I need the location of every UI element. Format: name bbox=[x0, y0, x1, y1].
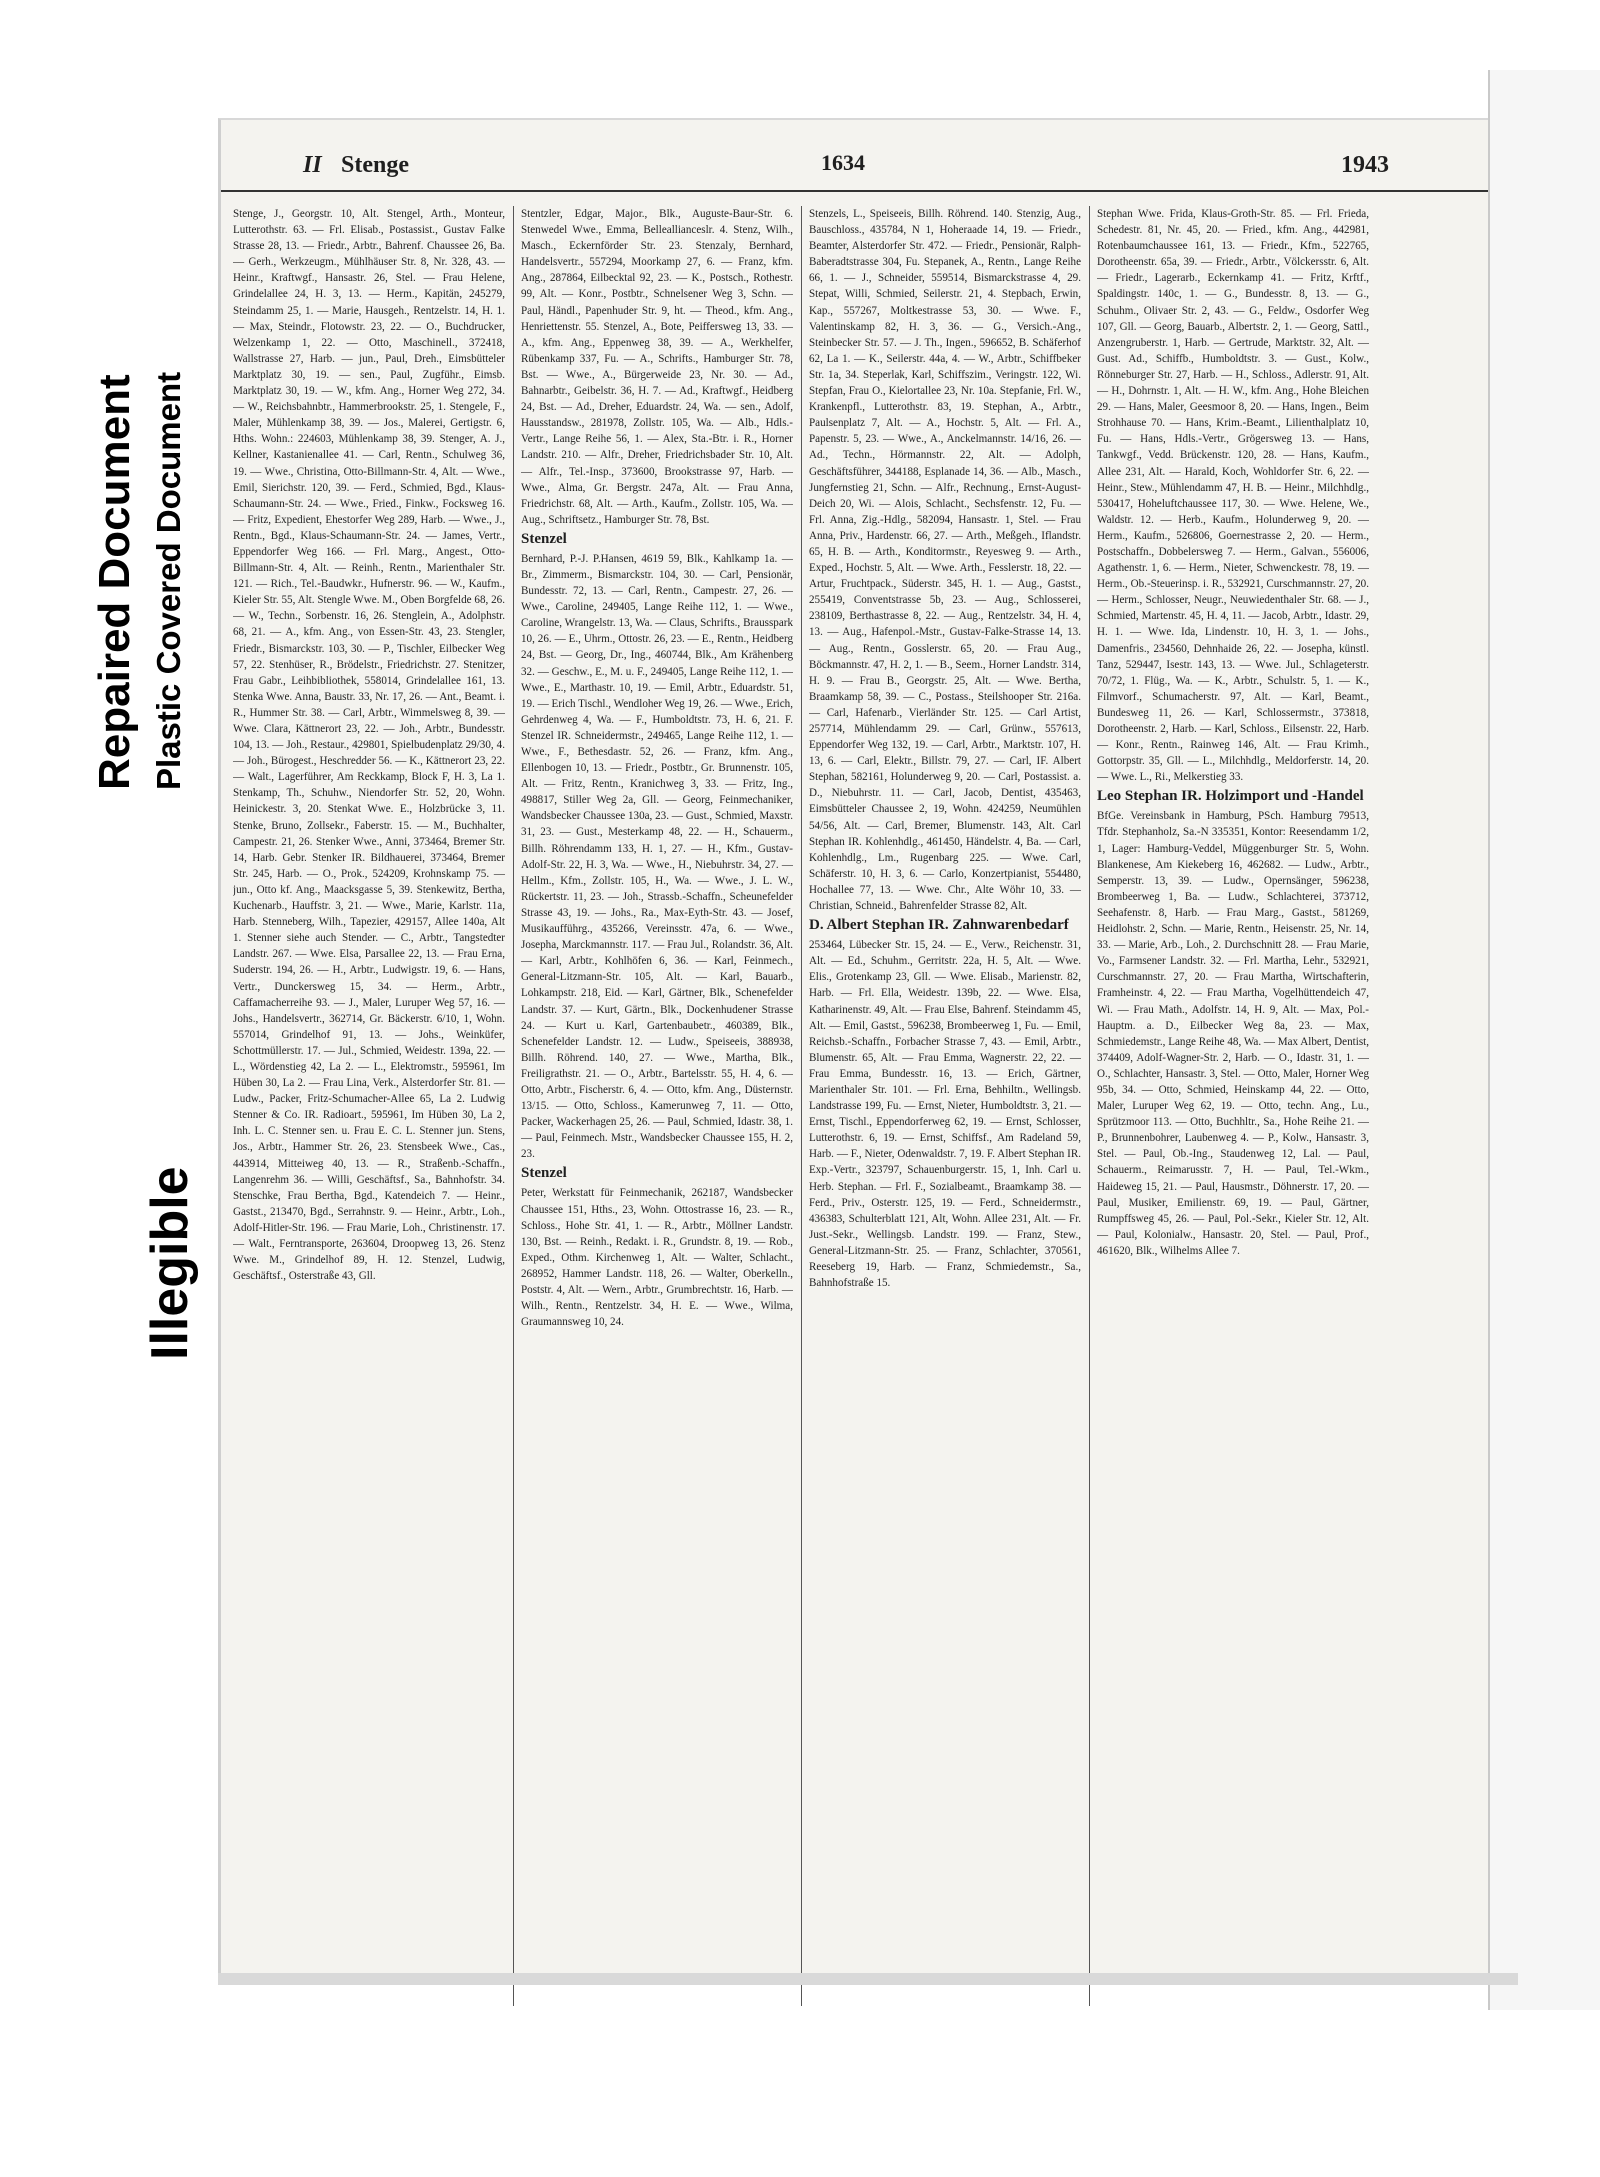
display-entry: Leo Stephan IR. Holzimport und -Handel bbox=[1097, 788, 1364, 805]
catchword: Stenge bbox=[341, 152, 409, 178]
column-1 bbox=[233, 206, 505, 2026]
entry-text: Bernhard, P.-J. P.Hansen, 4619 59, Blk., Kahlkamp 1a. — Br., Zimmerm., Bismarckstr. 104, 30. — Carl, Pensionär, Bundesstr. 72, 13. — Carl, Rentn., Campestr. 27, 26. — Wwe., Caroline, 249405, Lange Reihe 112, 1. — Wwe., Caroline, Wrangelstr. 13, Wa. — Claus, Schrifts., Brausspark 10, 26. — E., Uhrm., Ottostr. 26, 23. — E., Rentn., Heidberg 24, Bst. — Georg, Dr., Ing., 460744, Blk., Am Krähenberg 32. — Geschw., E., M. u. F., 249405, Lange Reihe 112, 1. — Wwe., E., Marthastr. 10, 19. — Emil, Arbtr., Eduardstr. 51, 19. — Erich Tischl., Wendloher Weg 19, 26. — Wwe., Erich, Gehrdenweg 4, Wa. — F., Humboldtstr. 73, H. 6, 21. F. Stenzel IR. Schneidermstr., 249465, Lange Reihe 112, 1. — Wwe., F., Bethesdastr. 52, 26. — Franz, kfm. Ang., Ellenbogen 10, 13. — Friedr., Postbtr., Gr. Brunnenstr. 105, Alt. — Fritz, Rentn., Kranichweg 3, 33. — Fritz, Ing., 498817, Stiller Weg 2a, Gll. — Georg, Feinmechaniker, Wandsbecker Chaussee 130a, 23. — Gust., Schmied, Maxstr. 31, 23. — Gust., Mesterkamp 48, 22. — H., Schauerm., Billh. Röhrendamm 133, H. 1, 27. — H., Kfm., Gustav-Adolf-Str. 22, H. 3, Wa. — Wwe., H., Niebuhrstr. 34, 27. — Hellm., Kfm., Zollstr. 105, H., Wa. — Wwe., J. L. W., Rückertstr. 11, 23. — Joh., Strassb.-Schaffn., Scheunefelder Strasse 43, 19. — Johs., Ra., Max-Eyth-Str. 43. — Josef, Musikaufführg., 435266, Vereinsstr. 47a, 6. — Wwe., Josepha, Marckmannstr. 117. — Frau Jul., Rolandstr. 36, Alt. — Karl, Arbtr., Kohlhöfen 6, 36. — Karl, Feinmech., General-Litzmann-Str. 105, Alt. — Karl, Bauarb., Lohkampstr. 218, Eid. — Karl, Gärtner, Blk., Schenefelder Landstr. 37. — Kurt, Gärtn., Blk., Dockenhudener Strasse 24. — Kurt u. Karl, Gartenbaubetr., 460389, Blk., Schenefelder Landstr. 12. — Ludw., Speiseeis, 388938, Billh. Röhrend. 140, 27. — Wwe., Martha, Blk., Freiligrathstr. 21. — O., Arbtr., Bartelsstr. 55, H. 4, 6. — Otto, Arbtr., Fischerstr. 6, 4. — Otto, kfm. Ang., Düsternstr. 13/15. — Otto, Schloss., Kamerunweg 7, 11. — Otto, Packer, Wackerhagen 25, 26. — Paul, Schmied, Idastr. 38, 1. — Paul, Feinmech. Mstr., Wandsbecker Chaussee 155, H. 2, 23. bbox=[521, 552, 793, 1161]
repaired-document-label: Repaired Document bbox=[90, 374, 139, 790]
column-divider bbox=[513, 206, 514, 2006]
column-4 bbox=[1097, 206, 1369, 2026]
entry-text: BfGe. Vereinsbank in Hamburg, PSch. Hamburg 79513, Tfdr. Stephanholz, Sa.-N 335351, Kontor: Reesendamm 1/2, 1, Lager: Hamburg-Veddel, Müggenburger Str. 5, Wohn. Blankenese, Am Kiekeberg 16, 462682. — Ludw., Arbtr., Semperstr. 13, 39. — Ludw., Opernsänger, 596238, Brombeerweg 1, Ba. — Ludw., Schlachterei, 373712, Seehafenstr. 8, Harb. — Frau Marg., Gastst., 581269, Heidlohstr. 2, Schn. — Marie, Rentn., Heisenstr. 25, Nr. 14, 33. — Marie, Arb., Loh., 2. Durchschnitt 28. — Frau Marie, Vo., Farmsener Landstr. 32. — Frl. Martha, Lehr., 532921, Curschmannstr. 27, 20. — Frau Martha, Wirtschafterin, Framheinstr. 4, 22. — Frau Martha, Vogelhüttendeich 47, Wi. — Frau Math., Adolfstr. 14, H. 9, Alt. — Max, Pol.-Hauptm. a. D., Eilbecker Weg 8a, 23. — Max, Schmiedemstr., Lange Reihe 48, Wa. — Max Albert, Dentist, 374409, Adolf-Wagner-Str. 2, Harb. — O., Idastr. 31, 1. — O., Schlachter, Hansastr. 3, Stel. — Otto, Maler, Horner Weg 95b, 34. — Otto, Schmied, Heinskamp 44, 22. — Otto, Maler, Luruper Weg 62, 19. — Otto, techn. Ang., Lu., Sprützmoor 113. — Otto, Buchhltr., Sa., Hohe Reihe 21. — P., Brunnenbohrer, Laubenweg 4. — P., Kolw., Hansastr. 3, Stel. — Paul, Ob.-Ing., Staudenweg 12, Lal. — Paul, Schauerm., Reimarusstr. 7, H. — Paul, Tel.-Wkm., Haideweg 15, 21. — Paul, Hausmstr., Döhnerstr. 17, 20. — Paul, Musiker, Emilienstr. 69, 19. — Paul, Gärtner, Rumpffsweg 45, 26. — Paul, Pol.-Sekr., Kieler Str. 12, Alt. — Paul, Kolonialw., Hansastr. 20, Stel. — Paul, Prof., 461620, Blk., Wilhelms Allee 7. bbox=[1097, 810, 1369, 1257]
adjacent-page-edge bbox=[1488, 70, 1600, 2010]
page-number: 1634 bbox=[821, 150, 865, 175]
illegible-label: Illegible bbox=[141, 1166, 199, 1360]
display-entry: Stenzel bbox=[521, 1165, 567, 1182]
section-number: II bbox=[303, 152, 322, 178]
entry-text: Stentzler, Edgar, Major., Blk., Auguste-Baur-Str. 6. Stenwedel Wwe., Emma, Belleallianceslr. 4. Stenz, Wilh., Masch., Eckernförder Str. 23. Stenzaly, Bernhard, Handelsvertr., 557294, Moorkamp 27, 6. — Franz, kfm. Ang., 287864, Eilbecktal 92, 23. — K., Postsch., Rothestr. 99, Alt. — Konr., Postbtr., Schnelsener Weg 3, Schn. — Paul, Händl., Papenhuder Str. 9, ht. — Theod., kfm. Ang., Henriettenstr. 55. Stenzel, A., Bote, Peiffersweg 13, 33. — A., kfm. Ang., Eppenweg 38, 39. — A., Werkhelfer, Rübenkamp 337, Fu. — A., Schrifts., Hamburger Str. 78, Bst. — Wwe., A., Bürgerweide 23, Nr. 30. — Ad., Bahnarbtr., Geibelstr. 36, H. 7. — Ad., Kraftwgf., Heidberg 24, Bst. — Ad., Dreher, Eduardstr. 24, Wa. — sen., Adolf, Hausstandsw., 281978, Zollstr. 105, Wa. — Alb., Hdls.-Vertr., Lange Reihe 56, 1. — Alex, Sta.-Btr. i. R., Horner Landstr. 210. — Alfr., Dreher, Friedrichsbader Str. 10, Alt. — Alfr., Tel.-Insp., 373600, Brookstrasse 97, Harb. — Wwe., Alma, Gr. Bergstr. 247a, Alt. — Frau Anna, Friedrichstr. 68, Alt. — Arth., Kaufm., Zollstr. 105, Wa. — Aug., Schriftsetz., Hamburger Str. 78, Bst. bbox=[521, 208, 793, 526]
entry-text: 253464, Lübecker Str. 15, 24. — E., Verw., Reichenstr. 31, Alt. — Ed., Schuhm., Gerritstr. 22a, H. 5, Alt. — Wwe. Elis., Grotenkamp 23, Gll. — Wwe. Elisab., Marienstr. 82, Harb. — Frl. Ella, Weidestr. 139b, 22. — Wwe. Elsa, Katharinenstr. 49, Alt. — Frau Else, Bahrenf. Steindamm 45, Alt. — Emil, Gastst., 596238, Brombeerweg 1, Fu. — Emil, Reichsb.-Schaffn., Forbacher Strasse 7, 43. — Emil, Arbtr., Blumenstr. 65, Alt. — Frau Emma, Wagnerstr. 22, 22. — Frau Emma, Bundesstr. 16, 13. — Erich, Gärtner, Marienthaler Str. 101. — Frl. Erna, Behhiltn., Wellingsb. Landstrasse 199, Fu. — Ernst, Nieter, Humboldtstr. 3, 21. — Ernst, Tischl., Eppendorferweg 62, 19. — Ernst, Schlosser, Lutterothstr. 6, 19. — Ernst, Schiffsf., Am Radeland 59, Harb. — F., Nieter, Odenwaldstr. 7, 19. F. Albert Stephan IR. Exp.-Vertr., 323797, Schauenburgerstr. 15, 1, Inh. Carl u. Herb. Stephan. — Frl. F., Sozialbeamt., Braamkamp 38. — Ferd., Priv., Osterstr. 125, 19. — Ferd., Schneidermstr., 436383, Schulterblatt 121, Alt, Wohn. Allee 231, Alt. — Fr. Just.-Sekr., Wellingsb. Landstr. 199. — Franz, Stew., General-Litzmann-Str. 25. — Franz, Schlachter, 370561, Reeseberg 19, Harb. — Franz, Schmiedemstr., Sa., Bahnhofstraße 15. bbox=[809, 939, 1081, 1290]
column-3 bbox=[809, 206, 1081, 2026]
directory-page bbox=[218, 118, 1513, 1975]
display-entry: Stenzel bbox=[521, 530, 567, 547]
display-entry: D. Albert Stephan IR. Zahnwarenbedarf bbox=[809, 917, 1069, 934]
plastic-covered-label: Plastic Covered Document bbox=[150, 371, 187, 790]
entry-text: Stenge, J., Georgstr. 10, Alt. Stengel, Arth., Monteur, Lutterothstr. 63. — Frl. Elisab., Postassist., Gustav Falke Strasse 28, 13. — Friedr., Arbtr., Bahrenf. Chaussee 26, Ba. — Gerh., Werkzeugm., Mühlhäuser Str. 8, Nr. 328, 43. — Heinr., Kraftwgf., Hansastr. 26, Stel. — Frau Helene, Grindelallee 24, H. 3, 13. — Herm., Kapitän, 245279, Steindamm 25, 1. — Marie, Hausgeh., Rentzelstr. 14, H. 1. — Max, Steindr., Flotowstr. 23, 22. — O., Buchdrucker, Welzenkamp 1, 22. — Otto, Maschinell., 372418, Wallstrasse 27, Harb. — jun., Paul, Dreh., Eimsbütteler Marktplatz 30, 19. — sen., Paul, Zugführ., Eimsb. Marktplatz 30, 19. — W., kfm. Ang., Horner Weg 272, 34. — W., Reichsbahnbtr., Hammerbrookstr. 25, 1. Stengele, F., Maler, Mühlenkamp 38, 39. — Jos., Malerei, Gertigstr. 6, Hths. Wohn.: 224603, Mühlenkamp 38, 39. Stenger, A. J., Kellner, Kastanienallee 41. — Carl, Rentn., Schulweg 36, 19. — Wwe., Christina, Otto-Billmann-Str. 4, Alt. — Wwe., Emil, Sierichstr. 120, 39. — Ferd., Schmied, Bgd., Klaus-Schaumann-Str. 24. — Wwe., Fried., Finkw., Focksweg 16. — Fritz, Expedient, Ehestorfer Weg 289, Harb. — Wwe., J., Rentn., Bgd., Klaus-Schaumann-Str. 24. — James, Vertr., Eppendorfer Weg 166. — Frl. Marg., Angest., Otto-Billmann-Str. 4, Alt. — Reinh., Rentn., Marienthaler Str. 121. — Rich., Tel.-Baudwkr., Hufnerstr. 96. — W., Kaufm., Kieler Str. 55, Alt. Stengle Wwe. M., Oben Borgfelde 68, 26. — W., Techn., Sorbenstr. 16, 26. Stenglein, A., Adolphstr. 68, 21. — A., kfm. Ang., von Essen-Str. 43, 23. Stengler, Friedr., Bismarckstr. 103, 30. — P., Tischler, Eilbecker Weg 57, 22. Stenhüser, R., Brödelstr., Friedrichstr. 27. Stenitzer, Frau Gabr., Leihbibliothek, 558014, Grindelallee 161, 13. Stenka Wwe. Anna, Baustr. 33, Nr. 17, 26. — Ant., Beamt. i. R., Hummer Str. 38. — Carl, Arbtr., Wimmelsweg 8, 39. — Wwe. Clara, Kättnerort 23, 22. — Joh., Arbtr., Bundesstr. 104, 13. — Joh., Restaur., 429801, Spielbudenplatz 29/30, 4. — Joh., Bürogest., Heschredder 56. — K., Kättnerort 23, 22. — Walt., Lagerführer, Am Reckkamp, Block F, H. 3, La 1. Stenkamp, Th., Schuhw., Niendorfer Str. 52, 20, Wohn. Heinickestr. 3, 20. Stenkat Wwe. E., Holzbrücke 3, 11. Stenke, Bruno, Zollsekr., Faberstr. 15. — M., Buchhalter, Campestr. 21, 26. Stenker Wwe., Anni, 373464, Bremer Str. 14, Harb. Gebr. Stenker IR. Bildhauerei, 373464, Bremer Str. 245, Harb. — O., Prok., 524209, Krohnskamp 75. — jun., Otto kf. Ang., Maacksgasse 5, 39. Stenkewitz, Bertha, Kuchenarb., Hauffstr. 3, 21. — Wwe., Marie, Karlstr. 11a, Harb. Stenneberg, Wilh., Tapezier, 429157, Allee 140a, Alt 1. Stenner siehe auch Stender. — C., Arbtr., Tangstedter Landstr. 267. — Wwe. Elsa, Parsallee 22, 13. — Frau Erna, Suderstr. 194, 26. — H., Arbtr., Ludwigstr. 19, 6. — Hans, Vertr., Dunckersweg 15, 34. — Herm., Arbtr., Caffamacherreihe 93. — J., Maler, Luruper Weg 57, 16. — Johs., Handelsvertr., 362714, Gr. Bäckerstr. 6/10, 1, Wohn. 557014, Grindelhof 91, 13. — Johs., Weinküfer, Schottmüllerstr. 17. — Jul., Schmied, Weidestr. 139a, 22. — L., Wördenstieg 42, La 2. — L., Elektromstr., 595961, Im Hüben 30, La 2. — Frau Lina, Verk., Alsterdorfer Str. 81. — Ludw., Packer, Fritz-Schumacher-Allee 65, La 2. Ludwig Stenner & Co. IR. Radioart., 595961, Im Hüben 30, La 2, Inh. L. C. Stenner sen. u. Frau E. C. L. Stenner jun. Stens, Jos., Arbtr., Hammer Str. 26, 23. Stensbeek Wwe., Cas., 443914, Mitteiweg 40, 13. — R., Straßenb.-Schaffn., Langenrehm 36. — Willi, Geschäftsf., Sa., Bahnhofstr. 34. Stenschke, Frau Bertha, Bgd., Katendeich 7. — Heinr., Gastst., 213470, Bgd., Serrahnstr. 9. — Heinr., Arbtr., Loh., Adolf-Hitler-Str. 196. — Frau Marie, Loh., Christinenstr. 17. — Walt., Ferntransporte, 263604, Droopweg 13, 26. Stenz Wwe. M., Grindelhof 89, H. 12. Stenzel, Ludwig, Geschäftsf., Osterstraße 43, Gll. bbox=[233, 208, 505, 1283]
entry-text: Stephan Wwe. Frida, Klaus-Groth-Str. 85. — Frl. Frieda, Schedestr. 81, Nr. 45, 20. — Fried., kfm. Ang., 442981, Rotenbaumchaussee 161, 13. — Friedr., Kfm., 522765, Dorotheenstr. 65a, 39. — Friedr., Arbtr., Völckersstr. 6, Alt. — Friedr., Lagerarb., Eckernkamp 41. — Fritz, Krftf., Spaldingstr. 140c, 1. — G., Bundesstr. 8, 13. — G., Schuhm., Olivaer Str. 2, 43. — G., Feldw., Osdorfer Weg 107, Gll. — Georg, Bauarb., Albertstr. 2, 1. — Georg, Sattl., Anzengruberstr. 1, Harb. — Gertrude, Marktstr. 32, Alt. — Gust. Ad., Schiffb., Humboldtstr. 3. — Gust., Kolw., Rönneburger Str. 27, Harb. — H., Schloss., Adlerstr. 91, Alt. — H., Dohrnstr. 1, Alt. — H. W., kfm. Ang., Hohe Bleichen 29. — Hans, Maler, Geesmoor 8, 20. — Hans, Ingen., Beim Strohhause 70. — Hans, Krim.-Beamt., Lilienthalplatz 10, Fu. — Hans, Hdls.-Vertr., Grögersweg 13. — Hans, Tankwgf., Vedd. Brückenstr. 120, 28. — Hans, Kaufm., Allee 231, Alt. — Harald, Koch, Wohldorfer Str. 6, 22. — Heinr., Stew., Mühlendamm 47, H. B. — Heinr., Milchhdlg., 530417, Hoheluftchaussee 117, 30. — Wwe. Helene, We., Waldstr. 12. — Herb., Kaufm., Holunderweg 9, 20. — Herm., Kaufm., 526806, Goernestrasse 2, 20. — Herm., Postschaffn., Dobbelersweg 7. — Herm., Galvan., 556006, Agathenstr. 1, 6. — Herm., Nieter, Schwenckestr. 78, 19. — Herm., Ob.-Steuerinsp. i. R., 532921, Curschmannstr. 27, 20. — Herm., Schlosser, Neugr., Neuwiedenthaler Str. 68. — J., Schmied, Martenstr. 45, H. 4, 11. — Jacob, Arbtr., Idastr. 29, H. 1. — Wwe. Ida, Lindenstr. 10, H. 3, 1. — Johs., Damenfris., 234560, Dehnhaide 26, 22. — Josepha, künstl. Tanz, 529447, Isestr. 143, 13. — Wwe. Jul., Schlageterstr. 70/72, 1. Flüg., Wa. — K., Arbtr., Schulstr. 5, 1. — K., Filmvorf., Schumacherstr. 97, Alt. — Karl, Beamt., Bundesweg 11, 26. — Karl, Schlossermstr., 373818, Dorotheenstr. 2, Harb. — Karl, Schloss., Eilsenstr. 22, Harb. — Konr., Rentn., Rainweg 146, Alt. — Frau Krimh., Gottorpstr. 35, Gll. — L., Milchhdlg., Meldorferstr. 14, 20. — Wwe. L., Ri., Melkerstieg 33. bbox=[1097, 208, 1369, 784]
entry-text: Peter, Werkstatt für Feinmechanik, 262187, Wandsbecker Chaussee 151, Hths., 23, Wohn. Ottostrasse 16, 23. — R., Schloss., Hohe Str. 41, 1. — R., Arbtr., Möllner Landstr. 130, Bst. — Reinh., Redakt. i. R., Grundstr. 8, 19. — Rob., Exped., Othm. Kirchenweg 1, Alt. — Walter, Schlacht., 268952, Hammer Landstr. 118, 26. — Walter, Oberkelln., Poststr. 4, Alt. — Wern., Arbtr., Grumbrechtstr. 16, Harb. — Wilh., Rentn., Rentzelstr. 34, H. E. — Wwe., Wilma, Graumannsweg 10, 24. bbox=[521, 1187, 793, 1329]
column-2 bbox=[521, 206, 793, 2026]
page-shadow bbox=[218, 1973, 1518, 1985]
column-divider bbox=[1089, 206, 1090, 2006]
stamp-labels bbox=[80, 300, 240, 1360]
page-header bbox=[221, 120, 1513, 192]
column-divider bbox=[801, 206, 802, 2006]
entry-text: Stenzels, L., Speiseeis, Billh. Röhrend. 140. Stenzig, Aug., Bauschloss., 435784, N 1, Hoheraade 14, 19. — Friedr., Beamter, Alsterdorfer Str. 472. — Friedr., Pensionär, Ralph-Baberadtstrasse 304, Fu. Stepanek, A., Rentn., Lange Reihe 66, 1. — J., Schneider, 559514, Bismarckstrasse 4, 29. Stepat, Willi, Schmied, Seilerstr. 21, 4. Stepbach, Erwin, Kap., 557267, Moltkestrasse 53, 30. — Wwe. F., Valentinskamp 82, H. 3, 36. — G., Versich.-Ang., Steinbecker Str. 57. — J. Th., Ingen., 596652, B. Schäferhof 62, La 1. — K., Seilerstr. 44a, 4. — W., Arbtr., Schiffbeker Str. 1a, 34. Steperlak, Karl, Schiffszim., Veringstr. 122, Wi. Stepfan, Frau O., Kielortallee 23, Nr. 10a. Stepfanie, Frl. W., Krankenpfl., Lutterothstr. 83, 19. Stephan, A., Arbtr., Paulsenplatz 7, Alt. — A., Hochstr. 5, Alt. — Frl. A., Papenstr. 5, 23. — Wwe., A., Anckelmannstr. 14/16, 26. — Ad., Techn., Hörmannstr. 22, Alt. — Adolph, Geschäftsführer, 344188, Esplanade 14, 36. — Alb., Masch., Jungfernstieg 21, Schn. — Alfr., Rechnung., Ernst-August-Deich 20, Wi. — Alois, Schlacht., Sechsfenstr. 12, Fu. — Frl. Anna, Zig.-Hdlg., 582094, Hansastr. 1, Stel. — Frau Anna, Priv., Hardenstr. 66, 27. — Arth., Meßgeh., Iflandstr. 65, H. B. — Arth., Konditormstr., Reyesweg 9. — Arth., Exped., Hochstr. 5, Alt. — Wwe. Arth., Fesslerstr. 18, 22. — Artur, Fruchtpack., Süderstr. 345, H. 1. — Aug., Gastst., 255419, Conventstrasse 5b, 23. — Aug., Schlosserei, 238109, Berthastrasse 8, 22. — Aug., Rentzelstr. 34, H. 4, 13. — Aug., Hafenpol.-Mstr., Gustav-Falke-Strasse 14, 13. — Aug., Rentn., Gosslerstr. 65, 20. — Frau Aug., Böckmannstr. 47, H. 2, 1. — B., Seem., Horner Landstr. 314, H. 9. — Frau B., Georgstr. 25, Alt. — Wwe. Bertha, Braamkamp 58, 39. — C., Postass., Steilshooper Str. 216a. — Carl, Hafenarb., Vierländer Str. 125. — Carl Artist, 257714, Mühlendamm 29. — Carl, Grünw., 557613, Eppendorfer Weg 132, 19. — Carl, Arbtr., Marktstr. 107, H. 13, 6. — Carl, Elektr., Billstr. 79, 27. — Carl, IF. Albert Stephan, 582161, Holunderweg 9, 20. — Carl, Postassist. a. D., Niebuhrstr. 11. — Carl, Jacob, Dentist, 435463, Eimsbütteler Chaussee 2, 19, Wohn. 424259, Neumühlen 54/56, Alt. — Carl, Bremer, Blumenstr. 143, Alt. Carl Stephan IR. Kohlenhdlg., 461450, Händelstr. 4, Ba. — Carl, Kohlenhdlg., Lm., Rugenbarg 225. — Wwe. Carl, Schäferstr. 10, H. 3, 6. — Carlo, Konzertpianist, 554480, Hochallee 77, 13. — Wwe. Chr., Alte Wöhr 10, 33. — Christian, Schneid., Bahrenfelder Strasse 82, Alt. bbox=[809, 208, 1081, 913]
year: 1943 bbox=[1341, 152, 1389, 178]
